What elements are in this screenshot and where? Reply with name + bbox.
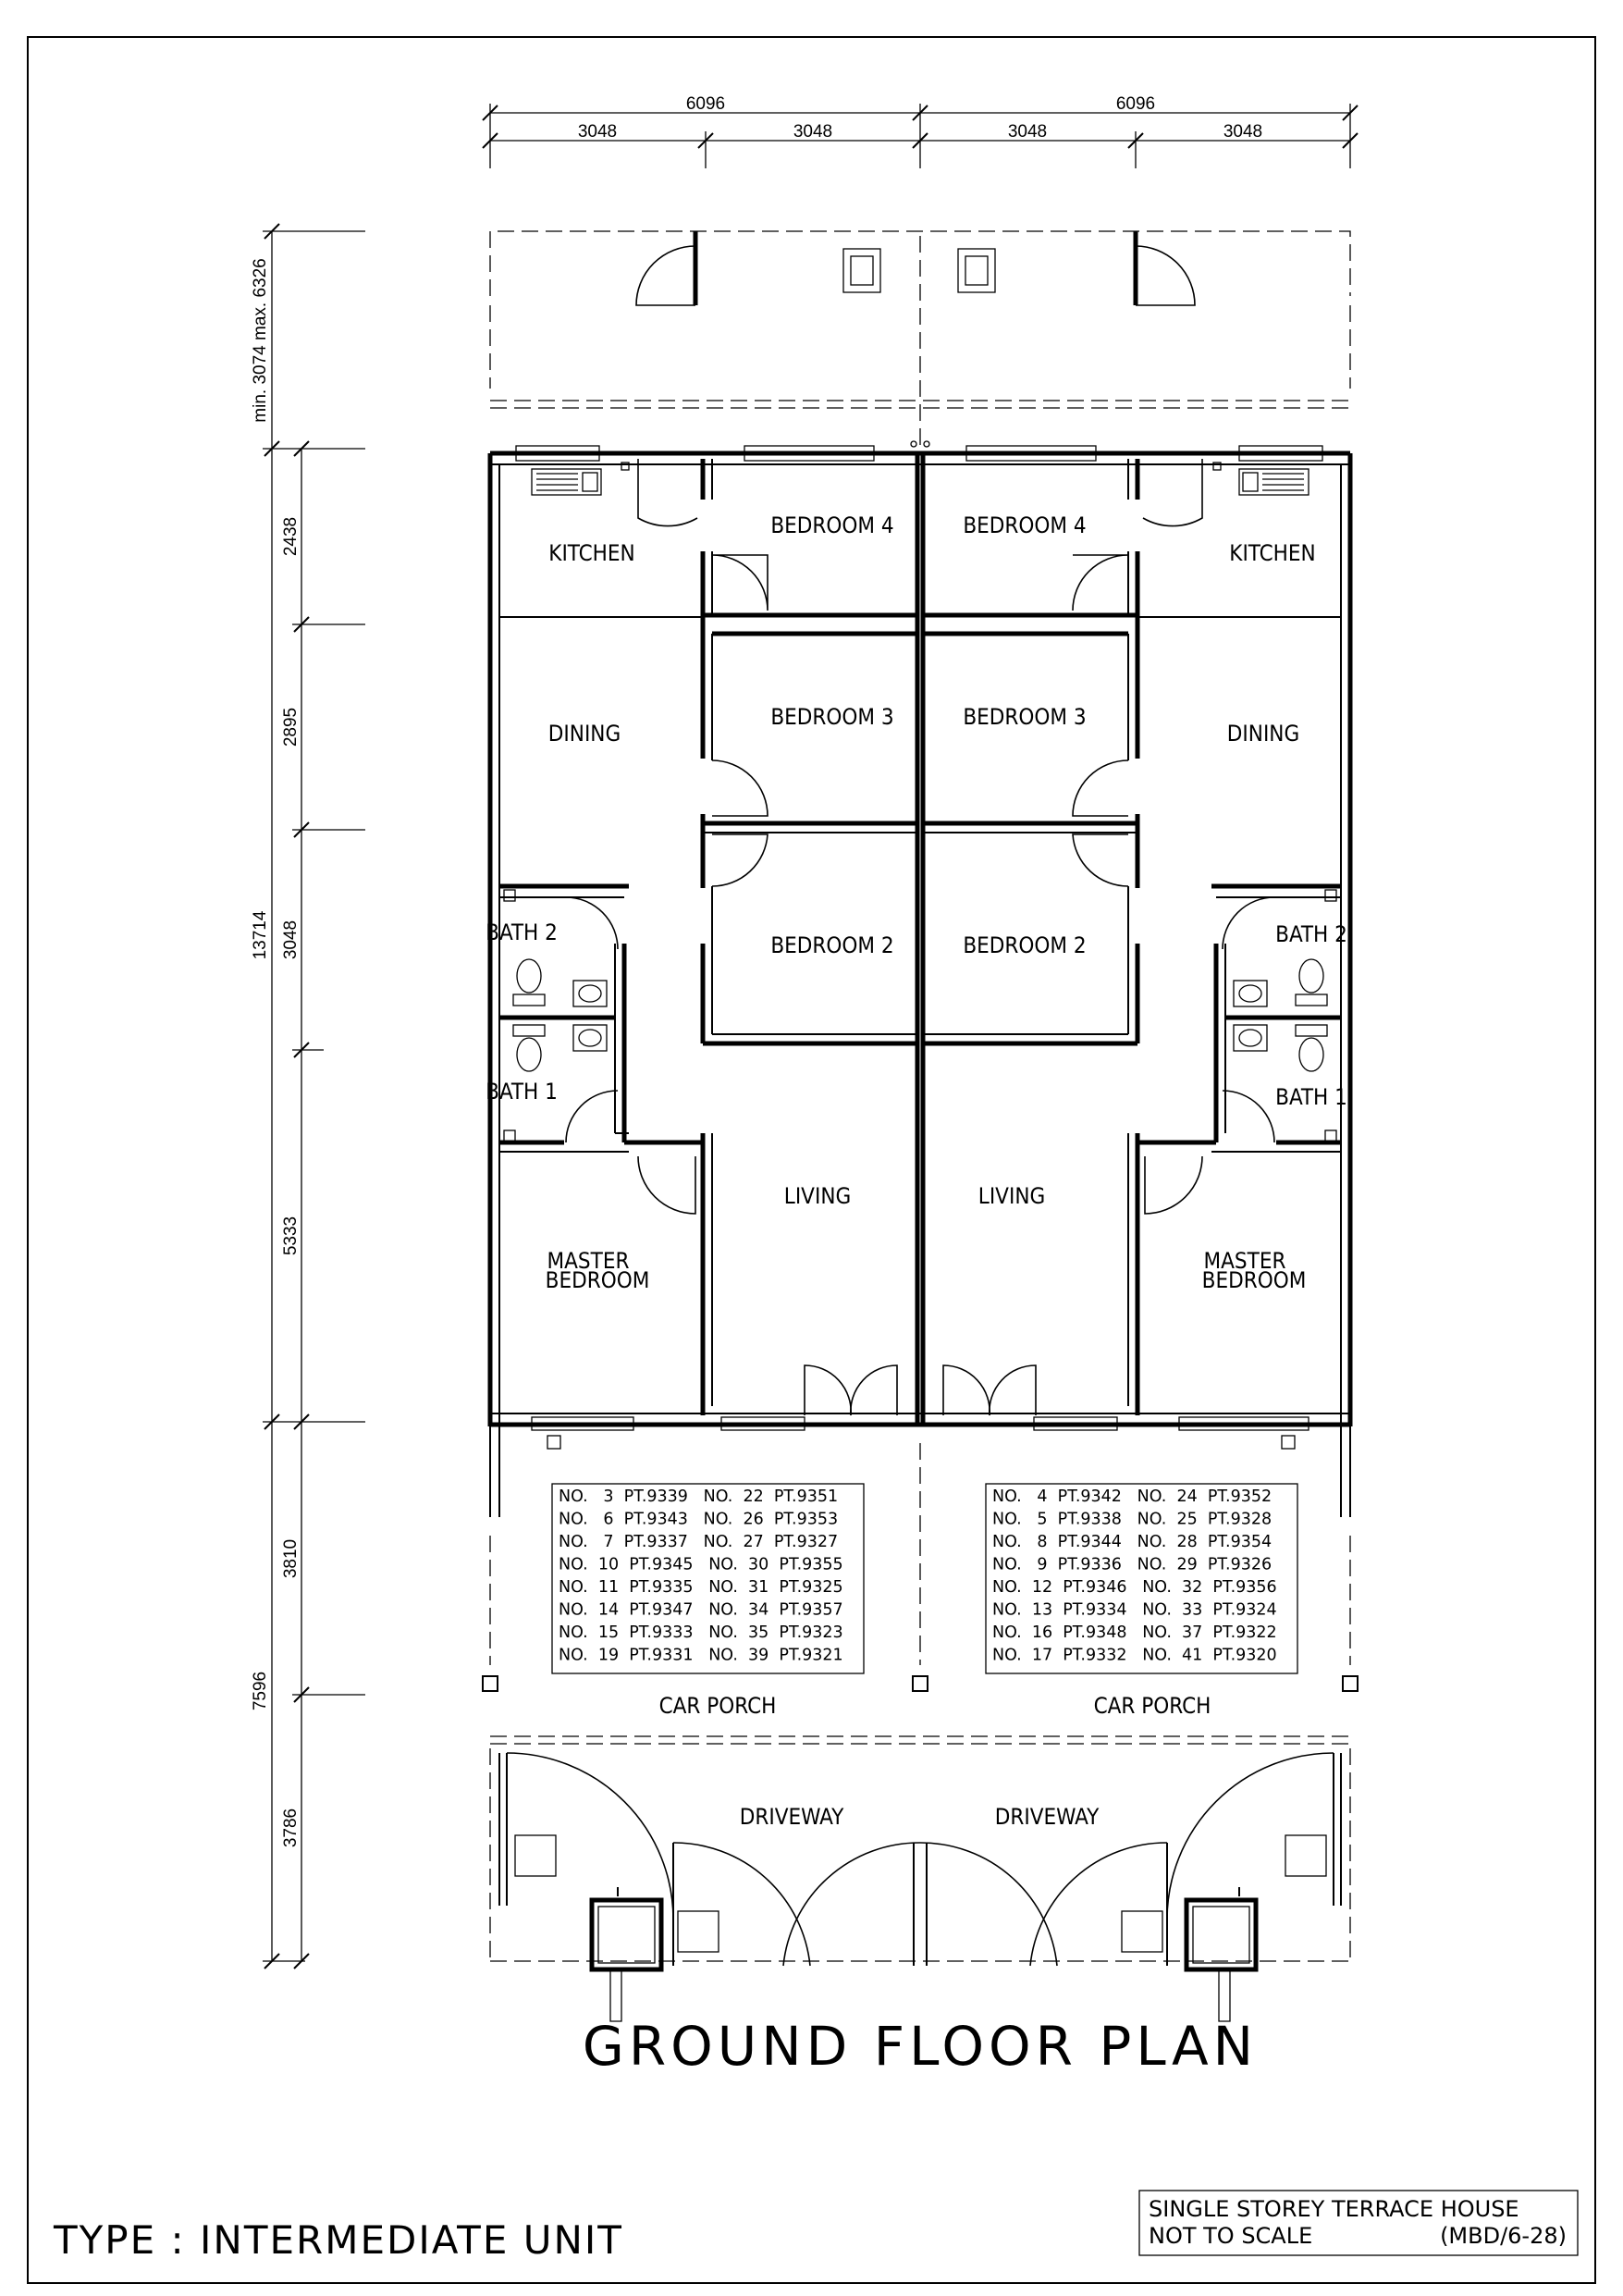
unit-type-label: TYPE : INTERMEDIATE UNIT [54, 2217, 623, 2263]
label-dining-left: DINING [547, 721, 621, 747]
label-bedroom3-right: BEDROOM 3 [963, 704, 1087, 730]
label-bath2-right: BATH 2 [1275, 921, 1347, 947]
lot-row-right-8: NO. 17 PT.9332 NO. 41 PT.9320 [992, 1646, 1277, 1665]
lot-row-right-1: NO. 4 PT.9342 NO. 24 PT.9352 [992, 1487, 1273, 1506]
dim-master-depth: 5333 [281, 1216, 301, 1256]
lot-rows-left [559, 1487, 843, 1665]
label-car-porch-right: CAR PORCH [1093, 1693, 1211, 1719]
lot-row-right-7: NO. 16 PT.9348 NO. 37 PT.9322 [992, 1623, 1277, 1642]
dim-bath-depth: 3048 [281, 920, 301, 960]
label-living-right: LIVING [977, 1183, 1046, 1209]
label-bath1-left: BATH 1 [486, 1079, 558, 1105]
lot-row-right-5: NO. 12 PT.9346 NO. 32 PT.9356 [992, 1578, 1277, 1597]
lot-row-left-2: NO. 6 PT.9343 NO. 26 PT.9353 [559, 1510, 839, 1529]
dim-front-total: 7596 [251, 1671, 270, 1711]
top-dimensions [483, 94, 1358, 168]
title-block-ref: (MBD/6-28) [1440, 2223, 1567, 2249]
lot-row-left-4: NO. 10 PT.9345 NO. 30 PT.9355 [559, 1555, 843, 1574]
label-master-right-line1: MASTER [1203, 1248, 1286, 1274]
lot-row-left-8: NO. 19 PT.9331 NO. 39 PT.9321 [559, 1646, 843, 1665]
lot-row-right-2: NO. 5 PT.9338 NO. 25 PT.9328 [992, 1510, 1273, 1529]
lot-row-left-5: NO. 11 PT.9335 NO. 31 PT.9325 [559, 1578, 843, 1597]
dim-driveway-depth: 3786 [281, 1808, 301, 1848]
label-bedroom2-right: BEDROOM 2 [963, 932, 1087, 958]
label-master-left-line2: BEDROOM [545, 1267, 650, 1293]
drawing-title: GROUND FLOOR PLAN [582, 2015, 1259, 2078]
lot-row-left-6: NO. 14 PT.9347 NO. 34 PT.9357 [559, 1600, 843, 1620]
lot-row-left-1: NO. 3 PT.9339 NO. 22 PT.9351 [559, 1487, 839, 1506]
lot-row-left-3: NO. 7 PT.9337 NO. 27 PT.9327 [559, 1533, 839, 1551]
dim-house-total: 13714 [251, 910, 270, 960]
label-driveway-right: DRIVEWAY [994, 1804, 1100, 1830]
dim-unit-width-left: 6096 [685, 94, 726, 114]
label-bedroom4-left: BEDROOM 4 [770, 512, 894, 538]
dim-back-yard: min. 3074 max. 6326 [251, 258, 270, 423]
label-bedroom3-left: BEDROOM 3 [770, 704, 894, 730]
back-yard [490, 231, 1350, 449]
title-block-line2: NOT TO SCALE [1149, 2223, 1313, 2249]
dim-unit-width-right: 6096 [1115, 94, 1156, 114]
label-living-left: LIVING [783, 1183, 852, 1209]
dim-dining-depth: 2895 [281, 707, 301, 747]
label-kitchen-left: KITCHEN [548, 540, 635, 566]
dim-half-width-1: 3048 [577, 122, 618, 142]
label-bath2-left: BATH 2 [486, 920, 558, 945]
label-master-left-line1: MASTER [547, 1248, 630, 1274]
lot-row-right-3: NO. 8 PT.9344 NO. 28 PT.9354 [992, 1533, 1273, 1551]
dim-half-width-4: 3048 [1223, 122, 1263, 142]
label-dining-right: DINING [1226, 721, 1300, 747]
doors [566, 459, 1274, 1415]
label-driveway-left: DRIVEWAY [739, 1804, 844, 1830]
title-block [1139, 2191, 1578, 2255]
lot-row-right-4: NO. 9 PT.9336 NO. 29 PT.9326 [992, 1555, 1273, 1574]
label-bath1-right: BATH 1 [1275, 1084, 1347, 1110]
lot-row-right-6: NO. 13 PT.9334 NO. 33 PT.9324 [992, 1600, 1277, 1620]
label-car-porch-left: CAR PORCH [658, 1693, 777, 1719]
label-bedroom2-left: BEDROOM 2 [770, 932, 894, 958]
title-block-line1: SINGLE STOREY TERRACE HOUSE [1149, 2196, 1519, 2222]
dim-porch-depth: 3810 [281, 1538, 301, 1579]
dim-kitchen-depth: 2438 [281, 516, 301, 557]
lot-row-left-7: NO. 15 PT.9333 NO. 35 PT.9323 [559, 1623, 843, 1642]
label-master-right-line2: BEDROOM [1201, 1267, 1307, 1293]
label-bedroom4-right: BEDROOM 4 [963, 512, 1087, 538]
lot-rows-right [992, 1487, 1277, 1665]
dim-half-width-3: 3048 [1007, 122, 1048, 142]
dim-half-width-2: 3048 [793, 122, 833, 142]
side-dimensions [251, 224, 365, 1969]
label-kitchen-right: KITCHEN [1229, 540, 1316, 566]
